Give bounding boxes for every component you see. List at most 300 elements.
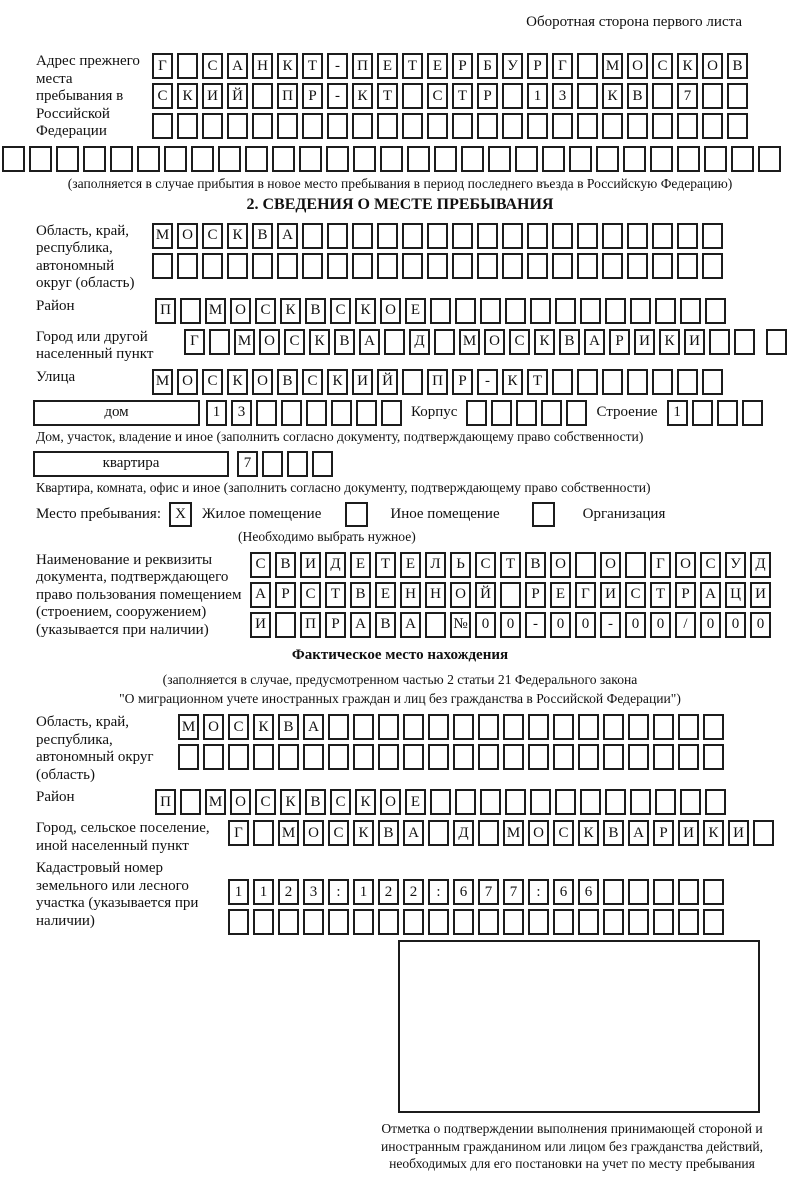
char-cell[interactable]: П	[155, 298, 176, 324]
char-cell[interactable]: Е	[350, 552, 371, 578]
char-cell[interactable]	[704, 146, 727, 172]
char-cell[interactable]: Е	[405, 789, 426, 815]
char-cell[interactable]: О	[702, 53, 723, 79]
char-cell[interactable]	[628, 744, 649, 770]
char-cell[interactable]	[328, 744, 349, 770]
char-cell[interactable]: С	[330, 298, 351, 324]
char-cell[interactable]	[218, 146, 241, 172]
char-cell[interactable]	[652, 369, 673, 395]
char-cell[interactable]: В	[277, 369, 298, 395]
char-cell[interactable]: 2	[378, 879, 399, 905]
char-cell[interactable]	[734, 329, 755, 355]
char-cell[interactable]	[627, 369, 648, 395]
char-cell[interactable]: Т	[500, 552, 521, 578]
char-cell[interactable]	[553, 714, 574, 740]
char-cell[interactable]	[705, 789, 726, 815]
char-cell[interactable]	[328, 714, 349, 740]
char-cell[interactable]: Р	[675, 582, 696, 608]
char-cell[interactable]	[177, 253, 198, 279]
char-cell[interactable]	[427, 253, 448, 279]
char-cell[interactable]	[488, 146, 511, 172]
char-cell[interactable]: Р	[477, 83, 498, 109]
char-cell[interactable]: С	[202, 53, 223, 79]
char-cell[interactable]: Й	[475, 582, 496, 608]
char-cell[interactable]	[530, 789, 551, 815]
char-cell[interactable]: С	[475, 552, 496, 578]
char-cell[interactable]	[677, 113, 698, 139]
char-cell[interactable]	[228, 909, 249, 935]
char-cell[interactable]	[381, 400, 402, 426]
char-cell[interactable]	[384, 329, 405, 355]
char-cell[interactable]: 1	[206, 400, 227, 426]
char-cell[interactable]: Т	[377, 83, 398, 109]
char-cell[interactable]: В	[727, 53, 748, 79]
char-cell[interactable]: Р	[302, 83, 323, 109]
char-cell[interactable]: С	[255, 298, 276, 324]
char-cell[interactable]	[331, 400, 352, 426]
char-cell[interactable]	[430, 789, 451, 815]
char-cell[interactable]	[603, 744, 624, 770]
char-cell[interactable]: О	[600, 552, 621, 578]
char-cell[interactable]	[577, 223, 598, 249]
char-cell[interactable]: К	[280, 789, 301, 815]
char-cell[interactable]	[477, 253, 498, 279]
char-cell[interactable]: О	[450, 582, 471, 608]
char-cell[interactable]	[480, 298, 501, 324]
char-cell[interactable]: 0	[725, 612, 746, 638]
char-cell[interactable]: О	[230, 789, 251, 815]
char-cell[interactable]: Д	[409, 329, 430, 355]
char-cell[interactable]: 0	[750, 612, 771, 638]
char-cell[interactable]: 1	[353, 879, 374, 905]
char-cell[interactable]	[455, 789, 476, 815]
char-cell[interactable]: Р	[325, 612, 346, 638]
char-cell[interactable]: У	[502, 53, 523, 79]
char-cell[interactable]	[653, 744, 674, 770]
char-cell[interactable]: М	[205, 789, 226, 815]
char-cell[interactable]	[578, 909, 599, 935]
char-cell[interactable]	[677, 223, 698, 249]
char-cell[interactable]	[380, 146, 403, 172]
char-cell[interactable]: С	[202, 223, 223, 249]
char-cell[interactable]	[299, 146, 322, 172]
char-cell[interactable]	[191, 146, 214, 172]
char-cell[interactable]: В	[278, 714, 299, 740]
char-cell[interactable]: В	[375, 612, 396, 638]
char-cell[interactable]	[727, 113, 748, 139]
char-cell[interactable]	[428, 820, 449, 846]
char-cell[interactable]: 3	[231, 400, 252, 426]
char-cell[interactable]	[356, 400, 377, 426]
char-cell[interactable]: :	[328, 879, 349, 905]
char-cell[interactable]: Т	[402, 53, 423, 79]
char-cell[interactable]: Е	[405, 298, 426, 324]
char-cell[interactable]: 0	[700, 612, 721, 638]
char-cell[interactable]	[678, 744, 699, 770]
char-cell[interactable]: 1	[228, 879, 249, 905]
char-cell[interactable]: Г	[228, 820, 249, 846]
char-cell[interactable]	[602, 223, 623, 249]
char-cell[interactable]	[453, 909, 474, 935]
char-cell[interactable]	[678, 879, 699, 905]
char-cell[interactable]: 0	[625, 612, 646, 638]
char-cell[interactable]	[555, 789, 576, 815]
char-cell[interactable]	[491, 400, 512, 426]
char-cell[interactable]	[202, 253, 223, 279]
char-cell[interactable]: -	[477, 369, 498, 395]
char-cell[interactable]: К	[703, 820, 724, 846]
char-cell[interactable]	[527, 113, 548, 139]
char-cell[interactable]	[753, 820, 774, 846]
char-cell[interactable]: П	[300, 612, 321, 638]
char-cell[interactable]	[353, 146, 376, 172]
char-cell[interactable]	[502, 223, 523, 249]
char-cell[interactable]: В	[305, 789, 326, 815]
char-cell[interactable]	[678, 714, 699, 740]
char-cell[interactable]	[627, 253, 648, 279]
char-cell[interactable]: О	[380, 298, 401, 324]
char-cell[interactable]: К	[353, 820, 374, 846]
char-cell[interactable]: А	[250, 582, 271, 608]
char-cell[interactable]	[577, 113, 598, 139]
char-cell[interactable]	[407, 146, 430, 172]
char-cell[interactable]: М	[602, 53, 623, 79]
char-cell[interactable]: О	[252, 369, 273, 395]
char-cell[interactable]	[327, 113, 348, 139]
char-cell[interactable]	[627, 113, 648, 139]
char-cell[interactable]	[596, 146, 619, 172]
char-cell[interactable]	[377, 113, 398, 139]
char-cell[interactable]: Р	[452, 53, 473, 79]
char-cell[interactable]	[262, 451, 283, 477]
char-cell[interactable]: К	[355, 789, 376, 815]
char-cell[interactable]	[353, 744, 374, 770]
char-cell[interactable]	[702, 253, 723, 279]
char-cell[interactable]: А	[584, 329, 605, 355]
char-cell[interactable]	[434, 146, 457, 172]
char-cell[interactable]: К	[659, 329, 680, 355]
char-cell[interactable]	[680, 298, 701, 324]
char-cell[interactable]	[377, 223, 398, 249]
char-cell[interactable]: М	[503, 820, 524, 846]
char-cell[interactable]	[515, 146, 538, 172]
char-cell[interactable]	[203, 744, 224, 770]
char-cell[interactable]: А	[700, 582, 721, 608]
char-cell[interactable]: В	[627, 83, 648, 109]
char-cell[interactable]	[152, 113, 173, 139]
char-cell[interactable]	[2, 146, 25, 172]
char-cell[interactable]	[253, 820, 274, 846]
char-cell[interactable]: 2	[403, 879, 424, 905]
char-cell[interactable]	[650, 146, 673, 172]
char-cell[interactable]	[717, 400, 738, 426]
char-cell[interactable]	[702, 369, 723, 395]
char-cell[interactable]	[477, 223, 498, 249]
char-cell[interactable]: Ь	[450, 552, 471, 578]
char-cell[interactable]: О	[675, 552, 696, 578]
char-cell[interactable]	[180, 789, 201, 815]
char-cell[interactable]: Е	[375, 582, 396, 608]
char-cell[interactable]	[578, 714, 599, 740]
char-cell[interactable]	[209, 329, 230, 355]
char-cell[interactable]	[256, 400, 277, 426]
char-cell[interactable]	[353, 909, 374, 935]
char-cell[interactable]: К	[177, 83, 198, 109]
char-cell[interactable]: 0	[550, 612, 571, 638]
char-cell[interactable]: 6	[553, 879, 574, 905]
char-cell[interactable]	[327, 223, 348, 249]
char-cell[interactable]: О	[627, 53, 648, 79]
char-cell[interactable]: И	[684, 329, 705, 355]
char-cell[interactable]	[502, 113, 523, 139]
char-cell[interactable]: С	[152, 83, 173, 109]
char-cell[interactable]	[277, 113, 298, 139]
char-cell[interactable]: К	[502, 369, 523, 395]
char-cell[interactable]	[434, 329, 455, 355]
char-cell[interactable]: Р	[653, 820, 674, 846]
char-cell[interactable]	[377, 253, 398, 279]
char-cell[interactable]	[555, 298, 576, 324]
char-cell[interactable]: В	[334, 329, 355, 355]
char-cell[interactable]: Д	[453, 820, 474, 846]
char-cell[interactable]	[727, 83, 748, 109]
char-cell[interactable]	[477, 113, 498, 139]
char-cell[interactable]: Н	[425, 582, 446, 608]
char-cell[interactable]	[652, 113, 673, 139]
char-cell[interactable]: И	[300, 552, 321, 578]
char-cell[interactable]: И	[352, 369, 373, 395]
char-cell[interactable]: 0	[650, 612, 671, 638]
char-cell[interactable]	[178, 744, 199, 770]
char-cell[interactable]	[428, 909, 449, 935]
char-cell[interactable]	[252, 83, 273, 109]
char-cell[interactable]: В	[252, 223, 273, 249]
char-cell[interactable]: В	[525, 552, 546, 578]
char-cell[interactable]: Е	[550, 582, 571, 608]
char-cell[interactable]	[245, 146, 268, 172]
char-cell[interactable]	[252, 253, 273, 279]
char-cell[interactable]	[402, 113, 423, 139]
char-cell[interactable]	[302, 253, 323, 279]
char-cell[interactable]	[302, 223, 323, 249]
char-cell[interactable]	[628, 879, 649, 905]
char-cell[interactable]: А	[359, 329, 380, 355]
char-cell[interactable]	[703, 909, 724, 935]
char-cell[interactable]	[353, 714, 374, 740]
char-cell[interactable]	[627, 223, 648, 249]
char-cell[interactable]	[505, 298, 526, 324]
char-cell[interactable]: Р	[452, 369, 473, 395]
char-cell[interactable]	[703, 714, 724, 740]
char-cell[interactable]	[758, 146, 781, 172]
char-cell[interactable]	[652, 223, 673, 249]
char-cell[interactable]	[303, 909, 324, 935]
char-cell[interactable]	[503, 909, 524, 935]
char-cell[interactable]: А	[277, 223, 298, 249]
char-cell[interactable]: 0	[500, 612, 521, 638]
char-cell[interactable]	[530, 298, 551, 324]
char-cell[interactable]: Г	[650, 552, 671, 578]
char-cell[interactable]: 7	[503, 879, 524, 905]
char-cell[interactable]: С	[300, 582, 321, 608]
char-cell[interactable]: Т	[375, 552, 396, 578]
char-cell[interactable]	[326, 146, 349, 172]
char-cell[interactable]	[278, 744, 299, 770]
char-cell[interactable]: О	[550, 552, 571, 578]
char-cell[interactable]: :	[528, 879, 549, 905]
char-cell[interactable]	[552, 223, 573, 249]
char-cell[interactable]	[378, 714, 399, 740]
char-cell[interactable]: Г	[575, 582, 596, 608]
char-cell[interactable]	[569, 146, 592, 172]
char-cell[interactable]	[605, 298, 626, 324]
char-cell[interactable]	[378, 909, 399, 935]
char-cell[interactable]	[742, 400, 763, 426]
char-cell[interactable]	[275, 612, 296, 638]
char-cell[interactable]: У	[725, 552, 746, 578]
char-cell[interactable]: Т	[302, 53, 323, 79]
char-cell[interactable]: О	[177, 369, 198, 395]
char-cell[interactable]: К	[355, 298, 376, 324]
char-cell[interactable]: И	[250, 612, 271, 638]
char-cell[interactable]	[302, 113, 323, 139]
char-cell[interactable]: Й	[377, 369, 398, 395]
char-cell[interactable]	[653, 879, 674, 905]
char-cell[interactable]	[306, 400, 327, 426]
char-cell[interactable]	[580, 789, 601, 815]
checkbox-inoe[interactable]	[345, 502, 368, 527]
char-cell[interactable]	[227, 113, 248, 139]
char-cell[interactable]	[403, 744, 424, 770]
char-cell[interactable]: -	[600, 612, 621, 638]
char-cell[interactable]	[461, 146, 484, 172]
char-cell[interactable]: Р	[525, 582, 546, 608]
char-cell[interactable]: Л	[425, 552, 446, 578]
char-cell[interactable]: Н	[252, 53, 273, 79]
char-cell[interactable]	[427, 223, 448, 249]
char-cell[interactable]: П	[155, 789, 176, 815]
char-cell[interactable]	[152, 253, 173, 279]
char-cell[interactable]: 6	[578, 879, 599, 905]
char-cell[interactable]: С	[553, 820, 574, 846]
char-cell[interactable]	[677, 253, 698, 279]
char-cell[interactable]: А	[350, 612, 371, 638]
char-cell[interactable]	[252, 113, 273, 139]
char-cell[interactable]: С	[652, 53, 673, 79]
char-cell[interactable]	[272, 146, 295, 172]
char-cell[interactable]	[766, 329, 787, 355]
char-cell[interactable]	[702, 223, 723, 249]
char-cell[interactable]: О	[203, 714, 224, 740]
char-cell[interactable]: 7	[237, 451, 258, 477]
char-cell[interactable]: -	[327, 53, 348, 79]
char-cell[interactable]: В	[559, 329, 580, 355]
char-cell[interactable]: К	[227, 369, 248, 395]
char-cell[interactable]: С	[228, 714, 249, 740]
char-cell[interactable]: С	[328, 820, 349, 846]
char-cell[interactable]	[281, 400, 302, 426]
char-cell[interactable]: Е	[400, 552, 421, 578]
char-cell[interactable]	[503, 714, 524, 740]
char-cell[interactable]	[177, 113, 198, 139]
char-cell[interactable]	[480, 789, 501, 815]
char-cell[interactable]: М	[178, 714, 199, 740]
char-cell[interactable]: 6	[453, 879, 474, 905]
char-cell[interactable]	[505, 789, 526, 815]
char-cell[interactable]	[328, 909, 349, 935]
char-cell[interactable]: В	[603, 820, 624, 846]
char-cell[interactable]: К	[280, 298, 301, 324]
char-cell[interactable]: С	[250, 552, 271, 578]
checkbox-zhiloe[interactable]: X	[169, 502, 192, 527]
char-cell[interactable]	[625, 552, 646, 578]
char-cell[interactable]	[602, 253, 623, 279]
char-cell[interactable]: С	[509, 329, 530, 355]
char-cell[interactable]: О	[380, 789, 401, 815]
char-cell[interactable]	[503, 744, 524, 770]
char-cell[interactable]	[653, 714, 674, 740]
char-cell[interactable]	[478, 714, 499, 740]
char-cell[interactable]	[677, 146, 700, 172]
char-cell[interactable]	[425, 612, 446, 638]
checkbox-organizatsiya[interactable]	[532, 502, 555, 527]
char-cell[interactable]	[352, 223, 373, 249]
char-cell[interactable]	[703, 879, 724, 905]
char-cell[interactable]	[702, 83, 723, 109]
char-cell[interactable]	[29, 146, 52, 172]
char-cell[interactable]	[552, 369, 573, 395]
char-cell[interactable]: С	[255, 789, 276, 815]
char-cell[interactable]	[541, 400, 562, 426]
char-cell[interactable]: -	[327, 83, 348, 109]
char-cell[interactable]: А	[403, 820, 424, 846]
char-cell[interactable]: С	[700, 552, 721, 578]
char-cell[interactable]	[466, 400, 487, 426]
char-cell[interactable]: Р	[609, 329, 630, 355]
char-cell[interactable]	[652, 253, 673, 279]
char-cell[interactable]	[402, 223, 423, 249]
char-cell[interactable]: 1	[527, 83, 548, 109]
char-cell[interactable]	[680, 789, 701, 815]
char-cell[interactable]: Г	[184, 329, 205, 355]
char-cell[interactable]: №	[450, 612, 471, 638]
char-cell[interactable]: К	[602, 83, 623, 109]
char-cell[interactable]	[702, 113, 723, 139]
char-cell[interactable]	[478, 909, 499, 935]
char-cell[interactable]	[630, 298, 651, 324]
char-cell[interactable]: 7	[677, 83, 698, 109]
char-cell[interactable]	[527, 223, 548, 249]
char-cell[interactable]: С	[427, 83, 448, 109]
char-cell[interactable]: Р	[527, 53, 548, 79]
char-cell[interactable]	[553, 744, 574, 770]
char-cell[interactable]: К	[227, 223, 248, 249]
char-cell[interactable]: В	[378, 820, 399, 846]
char-cell[interactable]	[452, 113, 473, 139]
char-cell[interactable]	[655, 789, 676, 815]
char-cell[interactable]: О	[177, 223, 198, 249]
char-cell[interactable]	[427, 113, 448, 139]
char-cell[interactable]: И	[678, 820, 699, 846]
char-cell[interactable]: И	[600, 582, 621, 608]
char-cell[interactable]: О	[484, 329, 505, 355]
char-cell[interactable]	[575, 552, 596, 578]
char-cell[interactable]: Б	[477, 53, 498, 79]
char-cell[interactable]	[603, 714, 624, 740]
char-cell[interactable]	[278, 909, 299, 935]
char-cell[interactable]	[577, 369, 598, 395]
char-cell[interactable]: Т	[325, 582, 346, 608]
